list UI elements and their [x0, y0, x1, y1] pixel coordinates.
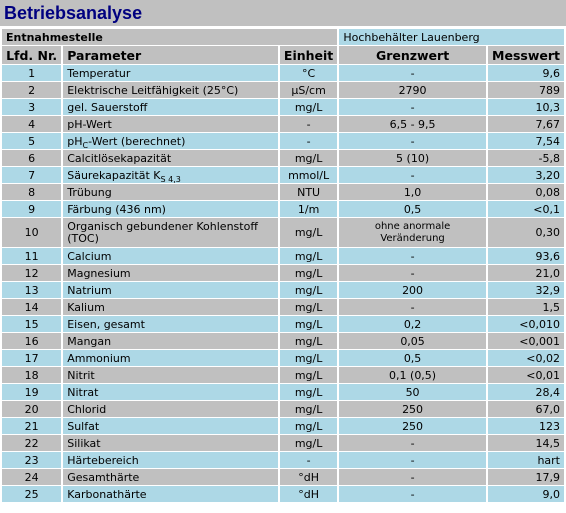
cell-nr: 24 — [2, 469, 61, 485]
cell-grenzwert: 0,05 — [339, 333, 485, 349]
cell-parameter — [63, 167, 278, 183]
cell-messwert: <0,1 — [488, 201, 564, 217]
cell-grenzwert: 0,2 — [339, 316, 485, 332]
cell-nr: 3 — [2, 99, 61, 115]
cell-nr: 13 — [2, 282, 61, 298]
cell-nr: 1 — [2, 65, 61, 81]
cell-einheit: mg/L — [280, 384, 338, 400]
cell-nr: 19 — [2, 384, 61, 400]
cell-parameter: Trübung — [63, 184, 278, 200]
cell-grenzwert: 200 — [339, 282, 485, 298]
cell-grenzwert: - — [339, 65, 485, 81]
cell-parameter — [63, 218, 278, 247]
header-lfd-nr: Lfd. Nr. — [2, 46, 61, 64]
cell-einheit: mg/L — [280, 99, 338, 115]
cell-parameter: Silikat — [63, 435, 278, 451]
cell-parameter: Calcitlösekapazität — [63, 150, 278, 166]
cell-messwert: 9,6 — [488, 65, 564, 81]
table-row — [2, 116, 564, 132]
cell-messwert: <0,01 — [488, 367, 564, 383]
cell-grenzwert — [339, 218, 485, 247]
cell-messwert: 10,3 — [488, 99, 564, 115]
cell-einheit: mmol/L — [280, 167, 338, 183]
table-row — [2, 486, 564, 502]
cell-einheit: mg/L — [280, 333, 338, 349]
cell-messwert: 7,67 — [488, 116, 564, 132]
cell-grenzwert: - — [339, 133, 485, 149]
cell-grenzwert: 0,5 — [339, 350, 485, 366]
table-row — [2, 150, 564, 166]
parameter-subscript: C — [82, 140, 89, 150]
cell-messwert: 17,9 — [488, 469, 564, 485]
cell-messwert: 14,5 — [488, 435, 564, 451]
cell-messwert: 1,5 — [488, 299, 564, 315]
page-title: Betriebsanalyse — [4, 3, 143, 23]
cell-grenzwert: - — [339, 486, 485, 502]
cell-einheit: NTU — [280, 184, 338, 200]
grenzwert-line-1: ohne anormale — [374, 220, 451, 232]
cell-messwert: 0,30 — [488, 218, 564, 247]
parameter-line-1: Organisch gebundener Kohlenstoff — [67, 219, 258, 233]
cell-einheit: mg/L — [280, 282, 338, 298]
header-messwert: Messwert — [488, 46, 564, 64]
cell-nr: 16 — [2, 333, 61, 349]
cell-grenzwert: - — [339, 435, 485, 451]
cell-nr: 14 — [2, 299, 61, 315]
table-row — [2, 82, 564, 98]
cell-einheit: mg/L — [280, 367, 338, 383]
cell-einheit: mg/L — [280, 150, 338, 166]
cell-parameter: Calcium — [63, 248, 278, 264]
table-row — [2, 418, 564, 434]
cell-messwert: <0,001 — [488, 333, 564, 349]
table-row — [2, 184, 564, 200]
table-row — [2, 350, 564, 366]
cell-messwert: 93,6 — [488, 248, 564, 264]
cell-einheit: mg/L — [280, 401, 338, 417]
parameter-subscript: S 4,3 — [160, 174, 181, 184]
header-parameter: Parameter — [63, 46, 278, 64]
cell-einheit: - — [280, 452, 338, 468]
cell-messwert: 789 — [488, 82, 564, 98]
cell-einheit: °dH — [280, 469, 338, 485]
cell-nr: 15 — [2, 316, 61, 332]
cell-einheit: mg/L — [280, 350, 338, 366]
cell-einheit: °C — [280, 65, 338, 81]
table-row — [2, 265, 564, 281]
cell-parameter — [63, 133, 278, 149]
cell-parameter: Temperatur — [63, 65, 278, 81]
cell-parameter: Magnesium — [63, 265, 278, 281]
cell-parameter: Karbonathärte — [63, 486, 278, 502]
table-row — [2, 248, 564, 264]
cell-grenzwert: 0,1 (0,5) — [339, 367, 485, 383]
cell-grenzwert: - — [339, 469, 485, 485]
cell-nr: 22 — [2, 435, 61, 451]
cell-parameter: Färbung (436 nm) — [63, 201, 278, 217]
cell-nr: 18 — [2, 367, 61, 383]
cell-messwert: hart — [488, 452, 564, 468]
cell-nr: 23 — [2, 452, 61, 468]
cell-nr: 20 — [2, 401, 61, 417]
cell-grenzwert: - — [339, 265, 485, 281]
cell-nr: 9 — [2, 201, 61, 217]
header-grenzwert: Grenzwert — [339, 46, 485, 64]
table-row — [2, 299, 564, 315]
cell-nr: 2 — [2, 82, 61, 98]
cell-messwert: 28,4 — [488, 384, 564, 400]
cell-messwert: 67,0 — [488, 401, 564, 417]
parameter-text: Säurekapazität K — [67, 168, 161, 182]
cell-messwert: 9,0 — [488, 486, 564, 502]
table-row — [2, 367, 564, 383]
cell-einheit: mg/L — [280, 248, 338, 264]
cell-grenzwert: 50 — [339, 384, 485, 400]
cell-messwert: 0,08 — [488, 184, 564, 200]
cell-grenzwert: - — [339, 299, 485, 315]
cell-parameter: Nitrat — [63, 384, 278, 400]
cell-nr: 6 — [2, 150, 61, 166]
cell-grenzwert: 250 — [339, 418, 485, 434]
cell-grenzwert: 6,5 - 9,5 — [339, 116, 485, 132]
grenzwert-line-2: Veränderung — [380, 232, 445, 244]
cell-nr: 8 — [2, 184, 61, 200]
cell-nr: 21 — [2, 418, 61, 434]
cell-messwert: -5,8 — [488, 150, 564, 166]
cell-parameter: Mangan — [63, 333, 278, 349]
table-row — [2, 65, 564, 81]
info-row — [2, 29, 564, 45]
cell-grenzwert: 5 (10) — [339, 150, 485, 166]
cell-messwert: 3,20 — [488, 167, 564, 183]
analysis-table — [0, 28, 566, 503]
info-label: Entnahmestelle — [2, 29, 337, 45]
cell-messwert: <0,010 — [488, 316, 564, 332]
table-row — [2, 167, 564, 183]
cell-nr: 7 — [2, 167, 61, 183]
cell-grenzwert: - — [339, 452, 485, 468]
parameter-text-suffix: -Wert (berechnet) — [88, 134, 186, 148]
parameter-text: pH — [67, 134, 83, 148]
cell-nr: 11 — [2, 248, 61, 264]
cell-parameter: Chlorid — [63, 401, 278, 417]
cell-parameter: Gesamthärte — [63, 469, 278, 485]
table-row — [2, 469, 564, 485]
cell-messwert: 32,9 — [488, 282, 564, 298]
cell-einheit: - — [280, 133, 338, 149]
cell-einheit: mg/L — [280, 265, 338, 281]
cell-parameter: gel. Sauerstoff — [63, 99, 278, 115]
cell-nr: 12 — [2, 265, 61, 281]
cell-parameter: Sulfat — [63, 418, 278, 434]
cell-einheit: mg/L — [280, 435, 338, 451]
header-einheit: Einheit — [280, 46, 338, 64]
table-row — [2, 201, 564, 217]
cell-grenzwert: 0,5 — [339, 201, 485, 217]
cell-parameter: Natrium — [63, 282, 278, 298]
cell-nr: 10 — [2, 218, 61, 247]
cell-parameter: Kalium — [63, 299, 278, 315]
table-row — [2, 401, 564, 417]
table-row — [2, 384, 564, 400]
cell-grenzwert: 1,0 — [339, 184, 485, 200]
table-row — [2, 333, 564, 349]
cell-parameter: Ammonium — [63, 350, 278, 366]
cell-messwert: 21,0 — [488, 265, 564, 281]
table-row — [2, 99, 564, 115]
cell-nr: 17 — [2, 350, 61, 366]
cell-parameter: Eisen, gesamt — [63, 316, 278, 332]
info-value: Hochbehälter Lauenberg — [339, 29, 564, 45]
table-row — [2, 133, 564, 149]
table-row — [2, 316, 564, 332]
cell-parameter: Elektrische Leitfähigkeit (25°C) — [63, 82, 278, 98]
table-header — [2, 46, 564, 64]
cell-einheit: mg/L — [280, 316, 338, 332]
cell-einheit: 1/m — [280, 201, 338, 217]
cell-parameter: Nitrit — [63, 367, 278, 383]
cell-nr: 5 — [2, 133, 61, 149]
cell-grenzwert: - — [339, 99, 485, 115]
cell-parameter: Härtebereich — [63, 452, 278, 468]
cell-einheit: °dH — [280, 486, 338, 502]
cell-einheit: mg/L — [280, 418, 338, 434]
cell-grenzwert: 2790 — [339, 82, 485, 98]
cell-messwert: <0,02 — [488, 350, 564, 366]
title-bar — [0, 0, 566, 27]
cell-grenzwert: - — [339, 167, 485, 183]
cell-messwert: 123 — [488, 418, 564, 434]
parameter-line-2: (TOC) — [67, 231, 99, 245]
cell-parameter: pH-Wert — [63, 116, 278, 132]
cell-nr: 25 — [2, 486, 61, 502]
cell-einheit: mg/L — [280, 218, 338, 247]
table-row — [2, 452, 564, 468]
cell-messwert: 7,54 — [488, 133, 564, 149]
cell-nr: 4 — [2, 116, 61, 132]
cell-einheit: mg/L — [280, 299, 338, 315]
cell-grenzwert: - — [339, 248, 485, 264]
cell-grenzwert: 250 — [339, 401, 485, 417]
cell-einheit: - — [280, 116, 338, 132]
cell-einheit: µS/cm — [280, 82, 338, 98]
table-row — [2, 435, 564, 451]
table-row — [2, 218, 564, 247]
table-row — [2, 282, 564, 298]
